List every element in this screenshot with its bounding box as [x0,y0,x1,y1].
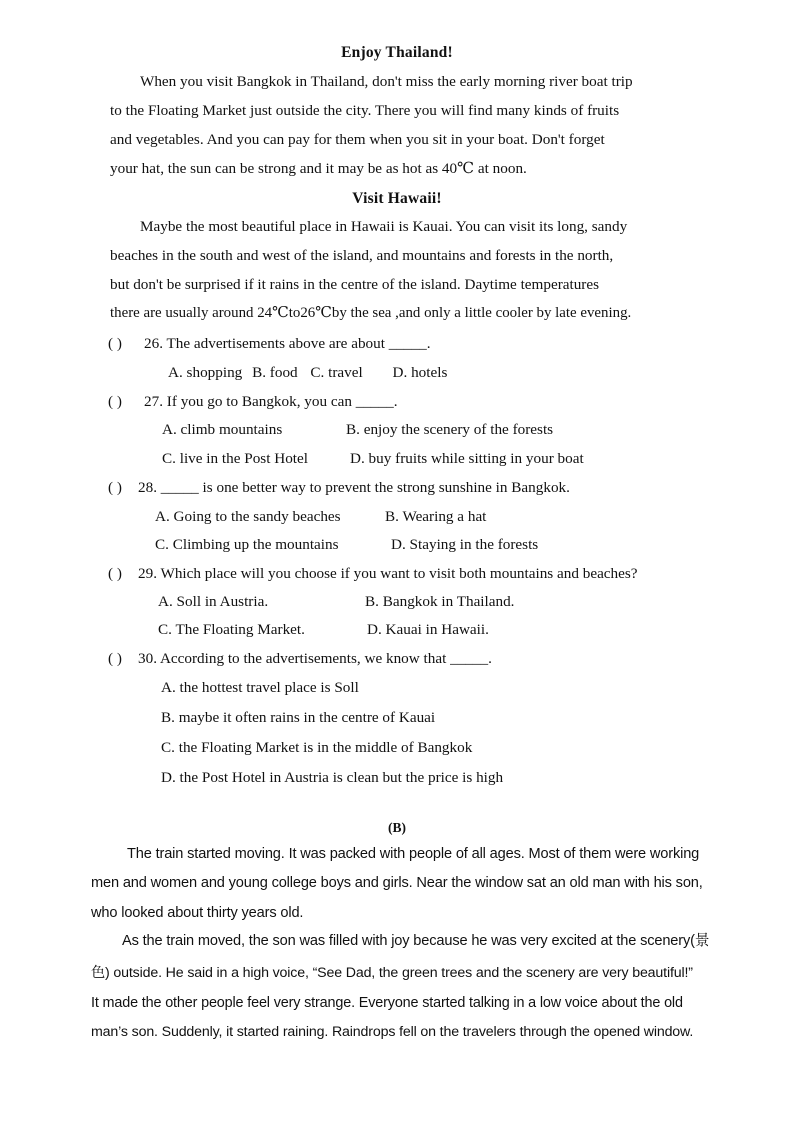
question-stem: 28. _____ is one better way to prevent the strong sunshine in Bangkok. [138,479,570,496]
passage-b-line-7: man’s son. Suddenly, it started raining. Raindrops fell on the travelers through the opened window. [91,1024,694,1040]
thailand-line-3: and vegetables. And you can pay for them when you sit in your boat. Don't forget [110,131,605,148]
option-c: C. travel [310,364,363,381]
option-a: A. the hottest travel place is Soll [161,679,359,696]
question-26 [108,336,431,351]
answer-blank[interactable]: ( ) [108,393,122,410]
hawaii-title: Visit Hawaii! [352,190,442,207]
option-a: A. Going to the sandy beaches [155,508,341,525]
option-d: D. Staying in the forests [391,536,539,553]
option-a: A. climb mountains [162,421,283,438]
thailand-title: Enjoy Thailand! [341,44,453,61]
option-b: B. Bangkok in Thailand. [365,593,515,610]
passage-b-line-3: who looked about thirty years old. [91,905,304,921]
answer-blank[interactable]: ( ) [108,479,122,496]
passage-b-line-4: As the train moved, the son was filled with joy because he was very excited at the scenery(景 [122,933,710,949]
option-b: B. enjoy the scenery of the forests [346,421,554,438]
passage-b-line-5: 色) outside. He said in a high voice, “See Dad, the green trees and the scenery are very beautiful!” [91,965,693,981]
thailand-line-1: When you visit Bangkok in Thailand, don't miss the early morning river boat trip [140,73,633,90]
option-c: C. live in the Post Hotel [162,450,308,467]
question-28 [108,480,570,495]
passage-b-line-6: It made the other people feel very strange. Everyone started talking in a low voice about the old [91,995,683,1011]
question-27 [108,394,398,409]
option-d: D. buy fruits while sitting in your boat [350,450,584,467]
option-b: B. food [252,364,298,381]
option-b: B. maybe it often rains in the centre of Kauai [161,709,436,726]
question-28-options-row-2 [155,537,538,552]
thailand-line-2: to the Floating Market just outside the city. There you will find many kinds of fruits [110,102,620,119]
answer-blank[interactable]: ( ) [108,650,122,667]
option-d: D. the Post Hotel in Austria is clean but the price is high [161,769,504,786]
hawaii-line-4: there are usually around 24℃to26℃by the sea ,and only a little cooler by late evening. [110,305,632,321]
option-a: A. Soll in Austria. [158,593,269,610]
question-27-options-row-2 [162,451,584,466]
hawaii-line-3: but don't be surprised if it rains in the centre of the island. Daytime temperatures [110,276,600,293]
question-29 [108,566,638,581]
question-27-options-row-1 [162,422,553,437]
option-d: D. hotels [392,364,448,381]
thailand-line-4: your hat, the sun can be strong and it may be as hot as 40℃ at noon. [110,160,527,177]
question-28-options-row-1 [155,509,486,524]
passage-b-line-1: The train started moving. It was packed with people of all ages. Most of them were working [127,846,700,862]
option-c: C. The Floating Market. [158,621,305,638]
question-stem: 27. If you go to Bangkok, you can _____. [144,393,398,410]
question-stem: 26. The advertisements above are about _____. [144,335,431,352]
question-30 [108,651,492,666]
hawaii-line-1: Maybe the most beautiful place in Hawaii is Kauai. You can visit its long, sandy [140,218,628,235]
question-stem: 30. According to the advertisements, we know that _____. [138,650,492,667]
section-b-title: (B) [388,820,406,835]
question-29-options-row-2 [158,622,489,637]
answer-blank[interactable]: ( ) [108,335,122,352]
option-b: B. Wearing a hat [385,508,487,525]
option-a: A. shopping [168,364,243,381]
question-stem: 29. Which place will you choose if you want to visit both mountains and beaches? [138,565,638,582]
answer-blank[interactable]: ( ) [108,565,122,582]
question-29-options-row-1 [158,594,514,609]
question-26-options [168,365,447,380]
option-c: C. the Floating Market is in the middle of Bangkok [161,739,473,756]
passage-b-line-2: men and women and young college boys and girls. Near the window sat an old man with his son, [91,875,703,891]
option-c: C. Climbing up the mountains [155,536,339,553]
hawaii-line-2: beaches in the south and west of the island, and mountains and forests in the north, [110,247,614,264]
option-d: D. Kauai in Hawaii. [367,621,489,638]
